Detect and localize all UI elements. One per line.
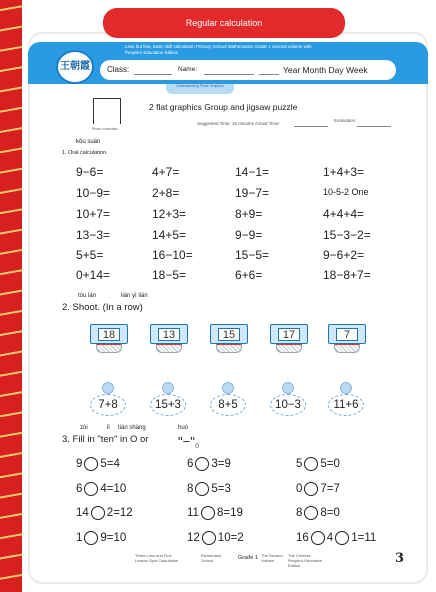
answer-circle[interactable] (91, 506, 105, 520)
answer-circle[interactable] (201, 506, 215, 520)
answer-circle[interactable] (195, 482, 209, 496)
fill-item: 8 8=0 (296, 507, 340, 520)
oral-item: 4+7= (152, 165, 180, 179)
shoot-heading: 2. Shoot. (In a row) (62, 302, 143, 313)
shoot-pinyin-1: tóu lán (78, 293, 97, 299)
oral-item: 5+5= (76, 248, 104, 262)
footer-series: Three Less and Fine Lesson Spot Calculation (135, 553, 179, 563)
answer-circle[interactable] (304, 506, 318, 520)
oral-item: 16−10= (152, 248, 193, 262)
basketball-icon (340, 382, 352, 394)
fill-symbols: "−"。 (178, 434, 208, 449)
basket: 13 (150, 324, 188, 353)
oral-item: 2+8= (152, 186, 180, 200)
basket: 18 (90, 324, 128, 353)
fill-pinyin-4: huò (178, 425, 189, 431)
oral-item: 14−1= (235, 165, 270, 179)
oral-item: 15−5= (235, 248, 270, 262)
fill-heading: 3. Fill in "ten" in O or (62, 434, 149, 445)
oral-item: 13−3= (76, 228, 111, 242)
oral-item: 9−6+2= (323, 248, 365, 262)
answer-circle[interactable] (202, 531, 216, 545)
suggested-time: Suggested Time: 15 minutes Actual Time: (197, 121, 280, 126)
lesson-title: 2 flat graphics Group and jigsaw puzzle (149, 102, 298, 112)
oral-item: 14+5= (152, 228, 187, 242)
page-banner: Regular calculation (103, 8, 345, 38)
ball[interactable]: 7+8 (90, 391, 126, 417)
footer-volume: The Second Volume (261, 553, 283, 563)
oral-heading: 1. Oral calculation. (62, 150, 108, 156)
basketball-icon (102, 382, 114, 394)
fill-item: 1 9=10 (76, 532, 127, 545)
basket: 15 (210, 324, 248, 353)
fill-item: 0 7=7 (296, 483, 340, 496)
footer-grade: Grade 1 (238, 555, 258, 561)
photo-frame (93, 98, 121, 124)
oral-item: 10+7= (76, 207, 111, 221)
oral-item: 18−5= (152, 268, 187, 282)
class-field[interactable] (134, 74, 172, 75)
oral-item: 0+14= (76, 268, 111, 282)
footer-edition: The Chinese People's Education Edition (288, 553, 323, 568)
fill-item: 8 5=3 (187, 483, 231, 496)
oral-item: 4+4+4= (323, 207, 365, 221)
oral-item: 8+9= (235, 207, 263, 221)
answer-circle[interactable] (195, 457, 209, 471)
fill-item: 16 4 1=11 (296, 532, 377, 545)
basket: 7 (328, 324, 366, 353)
fill-item: 11 8=19 (187, 507, 243, 520)
date-field[interactable] (259, 74, 279, 75)
page-number: 3 (395, 551, 405, 566)
oral-item: 10-5-2 One (323, 187, 369, 197)
evaluation-field[interactable] (357, 126, 391, 127)
basket: 17 (270, 324, 308, 353)
ball[interactable]: 10−3 (270, 391, 306, 417)
answer-circle[interactable] (304, 482, 318, 496)
oral-item: 6+6= (235, 268, 263, 282)
fill-item: 6 3=9 (187, 458, 231, 471)
photo-label: Photo correction (92, 127, 118, 131)
decorative-side-border (0, 0, 22, 592)
oral-item: 12+3= (152, 207, 187, 221)
name-field[interactable] (204, 74, 254, 75)
publisher-logo: 王朝霞 (56, 50, 94, 84)
footer-school: Elementary School (201, 553, 222, 563)
fill-item: 12 10=2 (187, 532, 244, 545)
fill-pinyin-3: tián shàng (118, 425, 146, 431)
answer-circle[interactable] (335, 531, 349, 545)
oral-item: 9−6= (76, 165, 104, 179)
basketball-icon (282, 382, 294, 394)
ball[interactable]: 11+6 (328, 391, 364, 417)
oral-item: 10−9= (76, 186, 111, 200)
evaluation-label: Evaluation: (334, 118, 357, 123)
oral-item: 19−7= (235, 186, 270, 200)
answer-circle[interactable] (84, 482, 98, 496)
ball[interactable]: 8+5 (210, 391, 246, 417)
fill-item: 6 4=10 (76, 483, 127, 496)
shoot-pinyin-2: lián yì lián (121, 293, 148, 299)
edition-note: Less but fine, basic skill calculation Primary School Mathematics Grade 1 second volume with People's Education Edition (125, 44, 312, 55)
actual-time-field[interactable] (294, 126, 328, 127)
answer-circle[interactable] (84, 457, 98, 471)
answer-circle[interactable] (84, 531, 98, 545)
basketball-icon (162, 382, 174, 394)
answer-circle[interactable] (304, 457, 318, 471)
name-label: Name: (178, 66, 198, 73)
oral-item: 9−9= (235, 228, 263, 242)
class-label: Class: (107, 65, 130, 74)
oral-item: 18−8+7= (323, 268, 371, 282)
oral-item: 1+4+3= (323, 165, 365, 179)
section-tab: Understanding Plane Graphics (166, 84, 234, 94)
date-label: Year Month Day Week (283, 65, 368, 75)
fill-pinyin-1: zòi (80, 425, 88, 431)
answer-circle[interactable] (311, 531, 325, 545)
oral-item: 15−3−2= (323, 228, 371, 242)
oral-pinyin: kǒu suàn (76, 139, 101, 145)
basketball-icon (222, 382, 234, 394)
fill-pinyin-2: lǐ (107, 425, 110, 431)
fill-item: 14 2=12 (76, 507, 133, 520)
ball[interactable]: 15+3 (150, 391, 186, 417)
fill-item: 5 5=0 (296, 458, 340, 471)
fill-item: 9 5=4 (76, 458, 120, 471)
